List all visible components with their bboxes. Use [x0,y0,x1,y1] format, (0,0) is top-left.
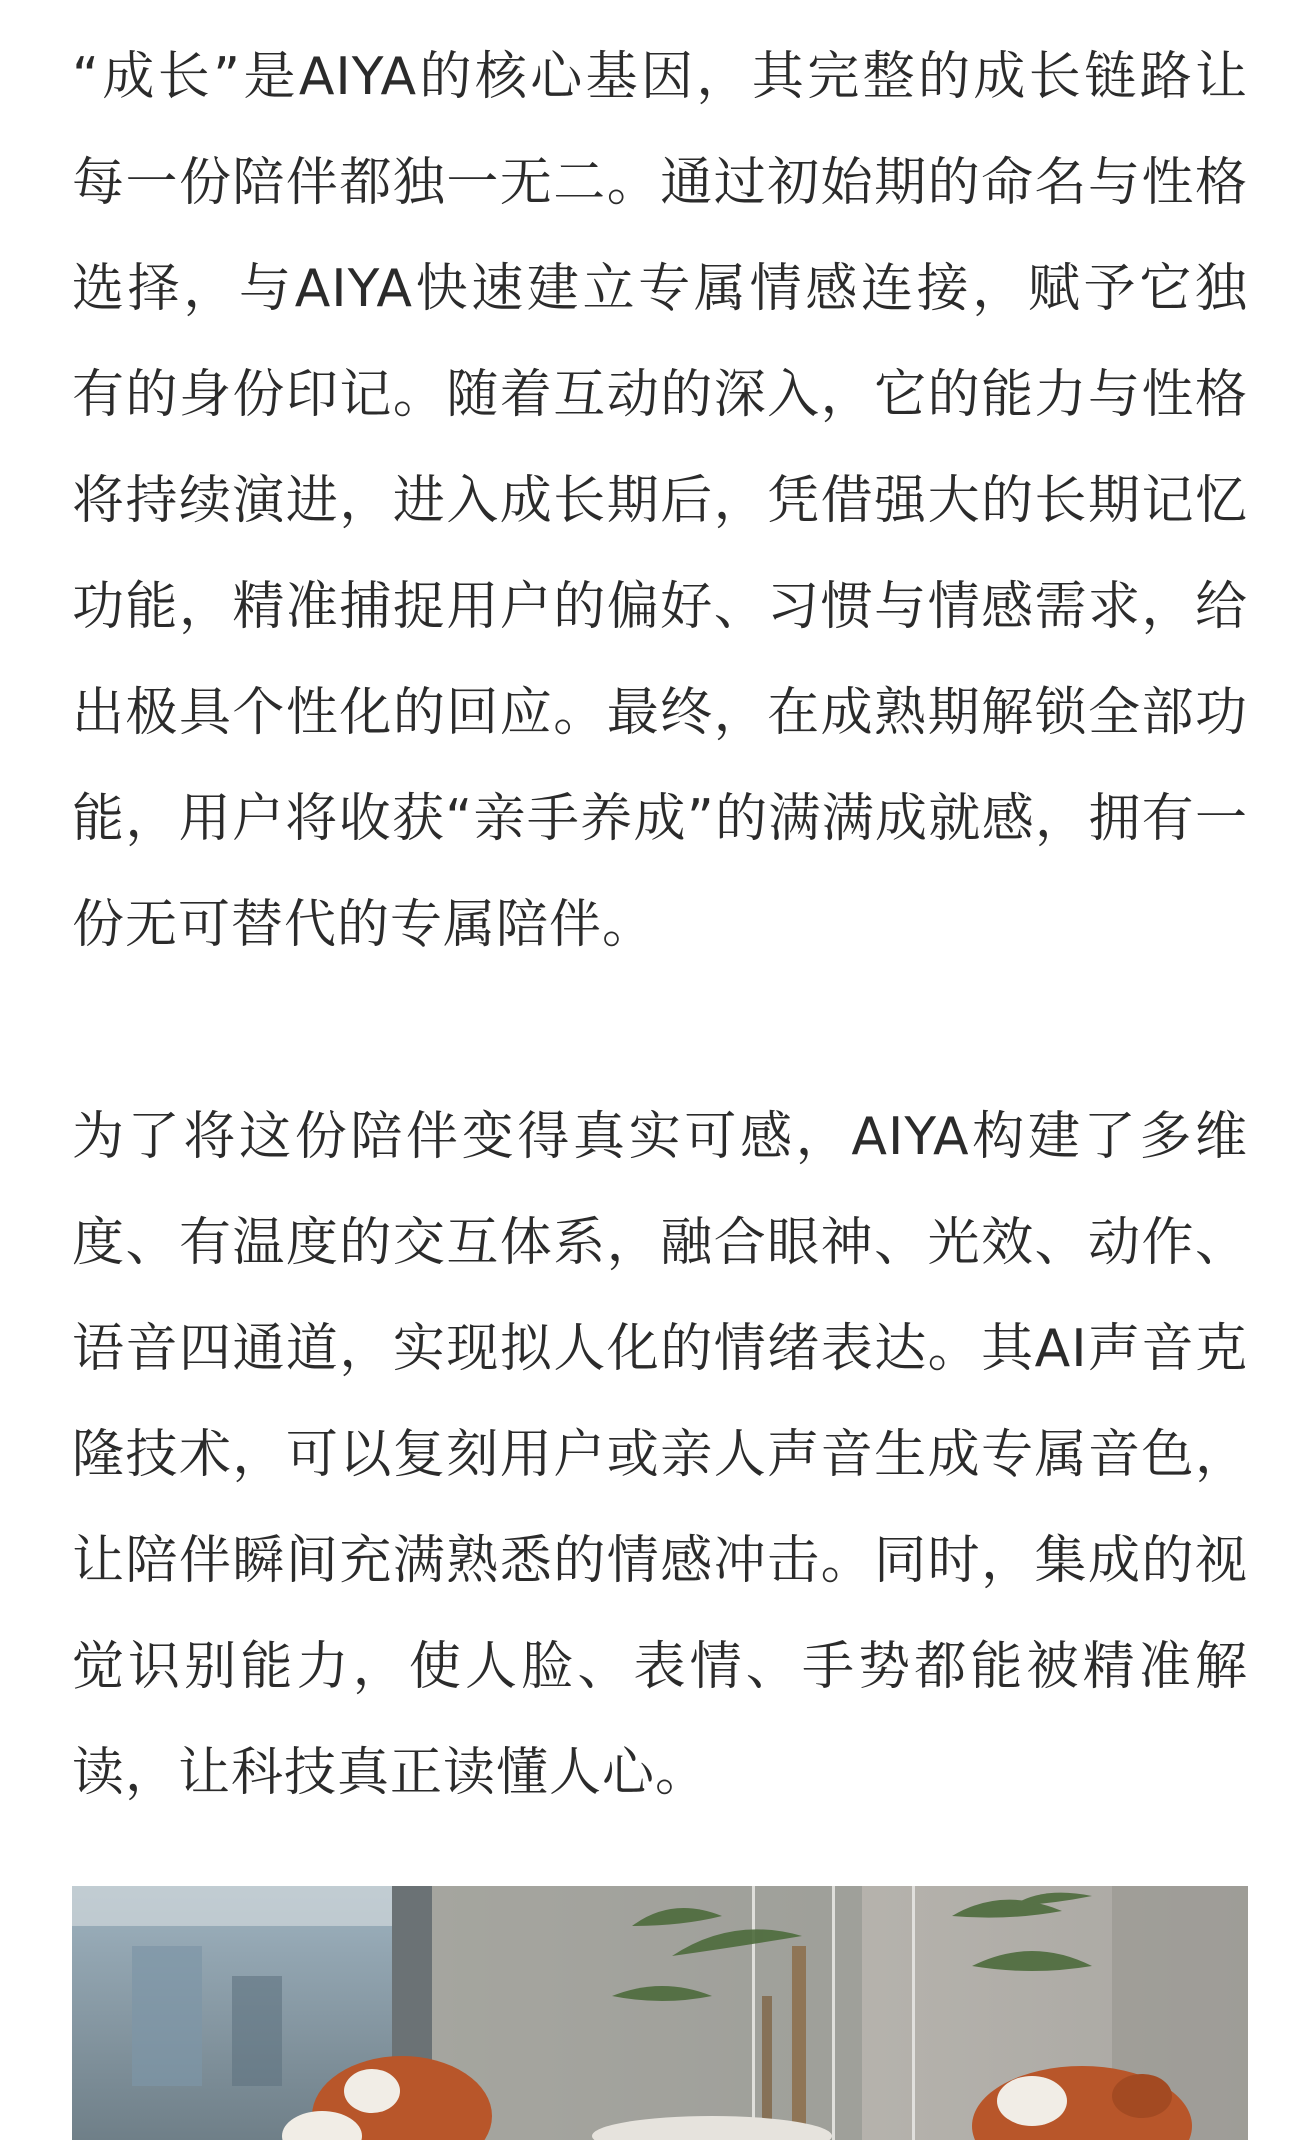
article-paragraph-growth: “成长”是AIYA的核心基因，其完整的成长链路让每一份陪伴都独一无二。通过初始期的命名与性格选择，与AIYA快速建立专属情感连接，赋予它独有的身份印记。随着互动的深入，它的能力与性格将持续演进，进入成长期后，凭借强大的长期记忆功能，精准捕捉用户的偏好、习惯与情感需求，给出极具个性化的回应。最终，在成熟期解锁全部功能，用户将收获“亲手养成”的满满成就感，拥有一份无可替代的专属陪伴。 [72,47,1248,955]
red-panda-robot-photo [72,1886,1248,2140]
article-photo [72,1886,1248,2140]
article-paragraph-interaction: 为了将这份陪伴变得真实可感，AIYA构建了多维度、有温度的交互体系，融合眼神、光效、动作、语音四通道，实现拟人化的情绪表达。其AI声音克隆技术，可以复刻用户或亲人声音生成专属音色，让陪伴瞬间充满熟悉的情感冲击。同时，集成的视觉识别能力，使人脸、表情、手势都能被精准解读，让科技真正读懂人心。 [72,1107,1248,1803]
article-body [72,24,1248,1826]
